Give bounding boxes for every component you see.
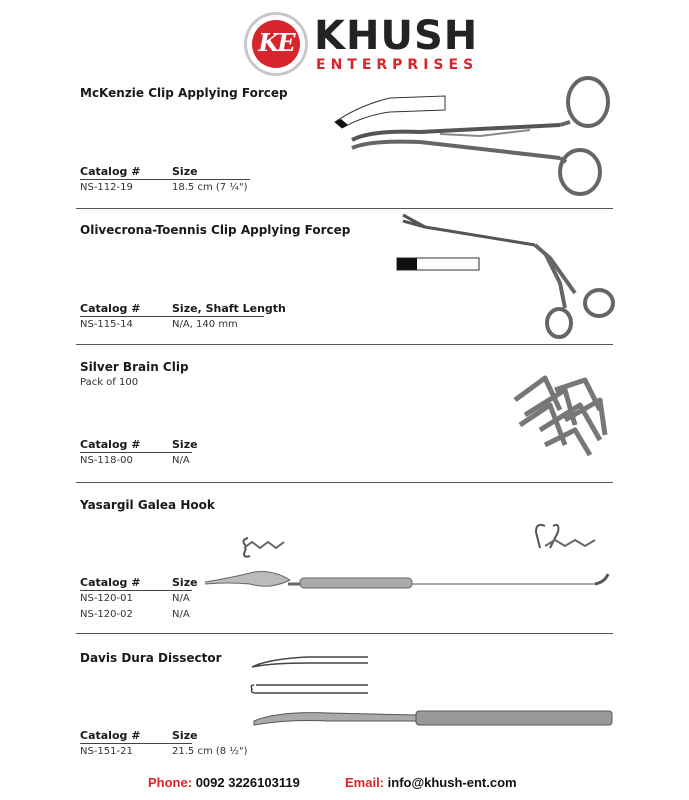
section-separator: [76, 344, 613, 345]
brand-tagline: ENTERPRISES: [316, 57, 479, 73]
phone-number[interactable]: 0092 3226103119: [195, 775, 300, 790]
brand-logo: [244, 12, 308, 76]
galea-hook-image: [200, 518, 615, 603]
header-underline: [80, 743, 192, 744]
size-header: Size: [172, 576, 198, 589]
size-value: 21.5 cm (8 ½"): [172, 746, 248, 757]
mckenzie-forcep-image: [330, 70, 615, 200]
product-title: Yasargil Galea Hook: [80, 498, 215, 512]
header-underline: [80, 179, 250, 180]
size-header: Size: [172, 438, 198, 451]
header-underline: [80, 316, 264, 317]
product-title: McKenzie Clip Applying Forcep: [80, 86, 288, 100]
brand-name: KHUSH: [314, 13, 479, 59]
catalog-number: NS-151-21: [80, 746, 133, 757]
email-label: Email:: [345, 775, 385, 790]
header-underline: [80, 590, 192, 591]
catalog-header: Catalog #: [80, 302, 141, 315]
section-separator: [76, 633, 613, 634]
dura-dissector-image: [248, 655, 618, 735]
phone-label: Phone:: [148, 775, 193, 790]
product-subtitle: Pack of 100: [80, 377, 139, 388]
product-title: Olivecrona-Toennis Clip Applying Forcep: [80, 223, 351, 237]
catalog-number: NS-115-14: [80, 319, 133, 330]
catalog-number: NS-112-19: [80, 182, 133, 193]
catalog-header: Catalog #: [80, 438, 141, 451]
catalog-number: NS-120-01: [80, 593, 133, 604]
brain-clips-image: [505, 370, 615, 460]
catalog-header: Catalog #: [80, 729, 141, 742]
header-underline: [80, 452, 192, 453]
size-header: Size: [172, 729, 198, 742]
product-title: Davis Dura Dissector: [80, 651, 222, 665]
footer-email: [345, 775, 517, 790]
email-address[interactable]: info@khush-ent.com: [387, 775, 517, 790]
product-title: Silver Brain Clip: [80, 360, 189, 374]
catalog-number: NS-120-02: [80, 609, 133, 620]
section-separator: [76, 208, 613, 209]
footer-phone: [148, 775, 300, 790]
size-value: 18.5 cm (7 ¼"): [172, 182, 248, 193]
olivecrona-forcep-image: [395, 213, 620, 343]
catalog-header: Catalog #: [80, 576, 141, 589]
section-separator: [76, 482, 613, 483]
brand-monogram: KE: [258, 28, 294, 57]
size-value: N/A, 140 mm: [172, 319, 238, 330]
catalog-header: Catalog #: [80, 165, 141, 178]
size-value: N/A: [172, 609, 190, 620]
size-value: N/A: [172, 593, 190, 604]
catalog-number: NS-118-00: [80, 455, 133, 466]
size-header: Size: [172, 165, 198, 178]
size-value: N/A: [172, 455, 190, 466]
brand-logo-badge: [252, 20, 300, 68]
size-header: Size, Shaft Length: [172, 302, 286, 315]
